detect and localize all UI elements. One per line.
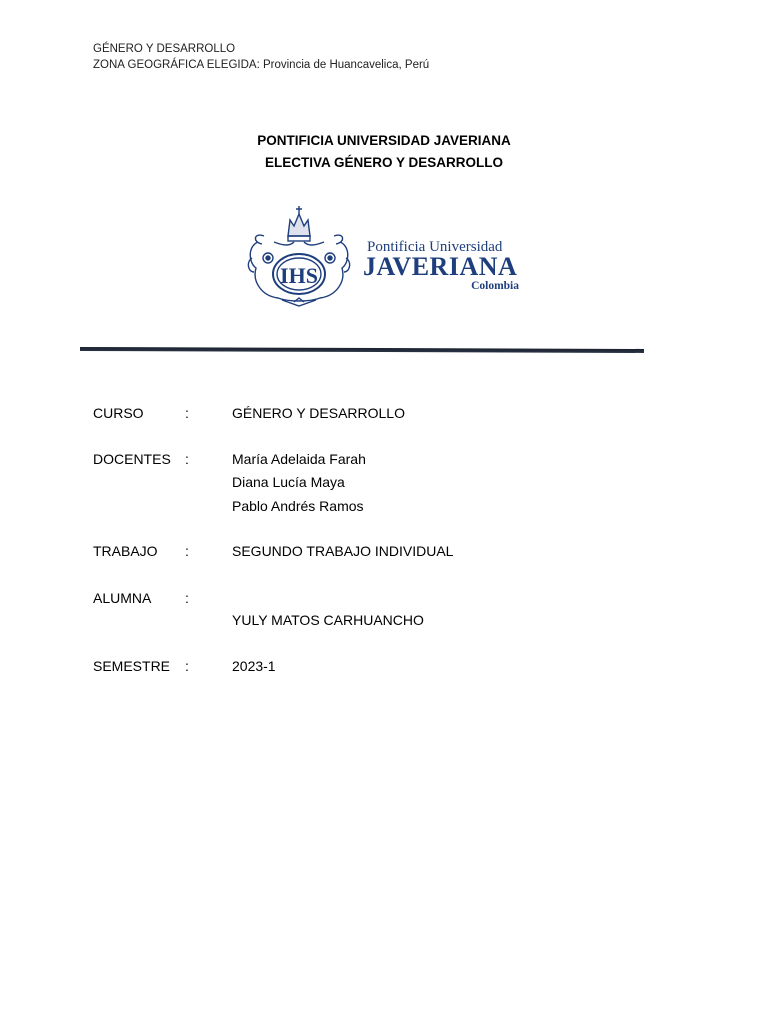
seal-monogram: IHS (280, 263, 318, 288)
curso-value: GÉNERO Y DESARROLLO (232, 405, 405, 421)
logo-name-sub: Colombia (471, 280, 519, 292)
alumna-colon: : (185, 590, 189, 606)
logo-name-top: Pontificia Universidad (367, 239, 503, 255)
trabajo-value: SEGUNDO TRABAJO INDIVIDUAL (232, 543, 454, 559)
docente-2: Diana Lucía Maya (232, 474, 345, 490)
docente-3: Pablo Andrés Ramos (232, 498, 364, 514)
university-logo (244, 202, 524, 308)
trabajo-label: TRABAJO (93, 543, 158, 559)
header-zone: ZONA GEOGRÁFICA ELEGIDA: Provincia de Huancavelica, Perú (93, 59, 430, 71)
divider-line (80, 347, 644, 353)
semestre-colon: : (185, 658, 189, 674)
curso-colon: : (185, 405, 189, 421)
university-title: PONTIFICIA UNIVERSIDAD JAVERIANA (257, 133, 511, 148)
curso-label: CURSO (93, 405, 144, 421)
header-course: GÉNERO Y DESARROLLO (93, 43, 236, 55)
alumna-label: ALUMNA (93, 590, 152, 606)
docentes-colon: : (185, 451, 189, 467)
javeriana-seal-icon (244, 202, 524, 308)
logo-name-main: JAVERIANA (363, 252, 518, 281)
docente-1: María Adelaida Farah (232, 451, 366, 467)
semestre-label: SEMESTRE (93, 658, 171, 674)
alumna-value: YULY MATOS CARHUANCHO (232, 612, 424, 628)
semestre-value: 2023-1 (232, 658, 276, 674)
trabajo-colon: : (185, 543, 189, 559)
elective-title: ELECTIVA GÉNERO Y DESARROLLO (264, 155, 504, 170)
docentes-label: DOCENTES (93, 451, 171, 467)
